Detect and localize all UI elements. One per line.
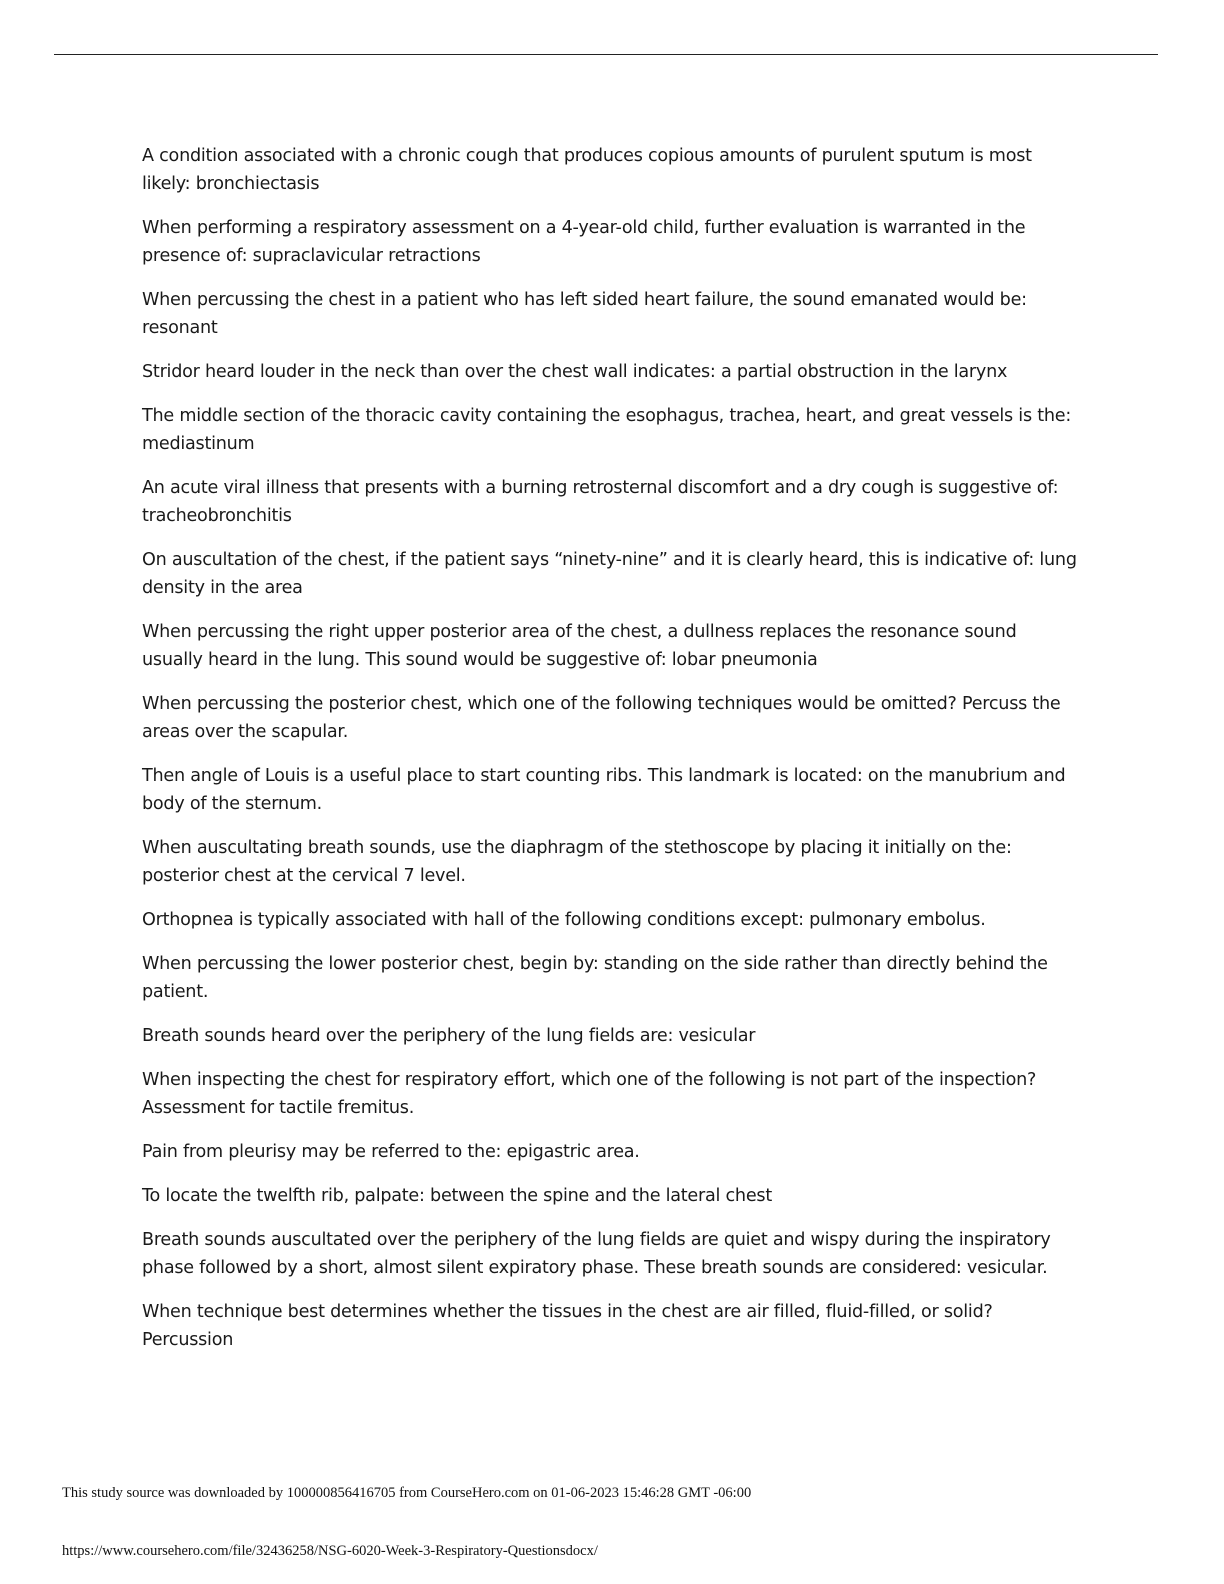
footer-source-note: This study source was downloaded by 100000856416705 from CourseHero.com on 01-06-2023 15:46:28 GMT -06:00: [62, 1485, 752, 1501]
paragraph: Orthopnea is typically associated with hall of the following conditions except: pulmonary embolus.: [142, 910, 986, 930]
paragraph: When performing a respiratory assessment on a 4-year-old child, further evaluation is warranted in the presence of: supraclavicular retractions: [142, 218, 1026, 266]
paragraph: Pain from pleurisy may be referred to the: epigastric area.: [142, 1142, 640, 1162]
paragraph: A condition associated with a chronic cough that produces copious amounts of purulent sputum is most likely: bronchiectasis: [142, 146, 1032, 194]
paragraph: When percussing the right upper posterior area of the chest, a dullness replaces the resonance sound usually heard in the lung. This sound would be suggestive of: lobar pneumonia: [142, 622, 1017, 670]
paragraph: On auscultation of the chest, if the patient says “ninety-nine” and it is clearly heard, this is indicative of: lung density in the area: [142, 550, 1077, 598]
paragraph: When percussing the chest in a patient who has left sided heart failure, the sound emanated would be: resonant: [142, 290, 1027, 338]
paragraph: When percussing the posterior chest, which one of the following techniques would be omitted? Percuss the areas over the scapular.: [142, 694, 1061, 742]
document-body: [142, 142, 1077, 1370]
header-divider: [54, 54, 1158, 55]
paragraph: The middle section of the thoracic cavity containing the esophagus, trachea, heart, and great vessels is the: mediastinum: [142, 406, 1072, 454]
paragraph: When inspecting the chest for respiratory effort, which one of the following is not part of the inspection? Assessment for tactile fremitus.: [142, 1070, 1037, 1118]
paragraph: Breath sounds heard over the periphery of the lung fields are: vesicular: [142, 1026, 756, 1046]
paragraph: When percussing the lower posterior chest, begin by: standing on the side rather than directly behind the patient.: [142, 954, 1048, 1002]
paragraph: Then angle of Louis is a useful place to start counting ribs. This landmark is located: on the manubrium and body of the sternum.: [142, 766, 1066, 814]
paragraph: An acute viral illness that presents with a burning retrosternal discomfort and a dry cough is suggestive of: tracheobronchitis: [142, 478, 1059, 526]
paragraph: When technique best determines whether the tissues in the chest are air filled, fluid-filled, or solid? Percussion: [142, 1302, 993, 1350]
paragraph: Breath sounds auscultated over the periphery of the lung fields are quiet and wispy during the inspiratory phase followed by a short, almost silent expiratory phase. These breath sounds are considered: vesicular.: [142, 1230, 1051, 1278]
paragraph: Stridor heard louder in the neck than over the chest wall indicates: a partial obstruction in the larynx: [142, 362, 1008, 382]
footer-url: https://www.coursehero.com/file/32436258/NSG-6020-Week-3-Respiratory-Questionsdocx/: [62, 1543, 598, 1559]
paragraph: To locate the twelfth rib, palpate: between the spine and the lateral chest: [142, 1186, 772, 1206]
paragraph: When auscultating breath sounds, use the diaphragm of the stethoscope by placing it initially on the: posterior chest at the cervical 7 level.: [142, 838, 1012, 886]
